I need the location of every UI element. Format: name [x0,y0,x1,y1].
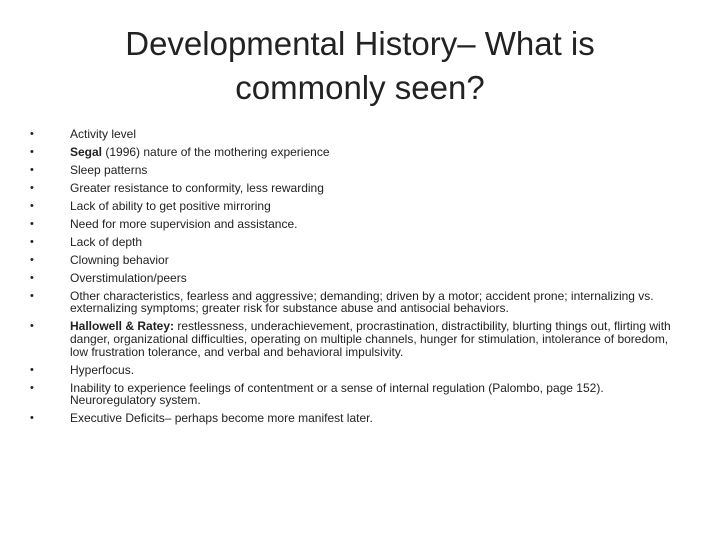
bullet-icon: • [30,199,34,212]
bullet-icon: • [30,381,34,394]
bullet-icon: • [30,217,34,230]
bullet-icon: • [30,253,34,266]
bullet-icon: • [30,163,34,176]
bullet-text: Sleep patterns [70,162,148,177]
list-item [30,320,680,358]
list-item [30,290,680,315]
list-item [30,128,680,141]
bullet-text: Clowning behavior [70,252,169,267]
bullet-text: Executive Deficits– perhaps become more manifest later. [70,411,373,426]
list-item [30,254,680,267]
list-item [30,412,680,425]
bullet-icon: • [30,128,34,140]
list-item [30,146,680,159]
list-item [30,218,680,231]
bullet-text: Lack of ability to get positive mirroring [70,198,271,213]
slide-title: Developmental History– What is commonly seen? [125,25,595,106]
bullet-icon: • [30,235,34,248]
bullet-icon: • [30,145,34,158]
bullet-emphasis: Segal [70,144,103,159]
bullet-text: Need for more supervision and assistance. [70,216,298,231]
bullet-text: Greater resistance to conformity, less rewarding [70,180,324,195]
list-item [30,272,680,285]
list-item [30,382,680,407]
bullet-text: (1996) nature of the mothering experience [102,144,330,159]
bullet-text: Lack of depth [70,234,143,249]
list-item [30,164,680,177]
list-item [30,182,680,195]
bullet-emphasis: Hallowell & Ratey: [70,319,175,334]
list-item [30,364,680,377]
bullet-icon: • [30,412,34,425]
bullet-text: Hyperfocus. [70,362,135,377]
bullet-icon: • [30,363,34,376]
bullet-text: Activity level [70,127,137,141]
bullet-text: Other characteristics, fearless and aggressive; demanding; driven by a motor; accident prone; internalizing vs. externalizing symptoms; greater risk for substance abuse and antisocial behaviors. [70,288,654,316]
bullet-list [30,128,680,430]
list-item [30,236,680,249]
list-item [30,200,680,213]
bullet-icon: • [30,271,34,284]
bullet-icon: • [30,181,34,194]
bullet-text: Inability to experience feelings of contentment or a sense of internal regulation (Palombo, page 152). Neuroregulatory system. [70,380,604,408]
bullet-icon: • [30,320,34,333]
bullet-text: restlessness, underachievement, procrastination, distractibility, blurting things out, flirting with danger, organizational difficulties, operating on multiple channels, hunger for stimulation, intolerance of boredom, low frustration tolerance, and verbal and behavioral impulsivity. [70,319,671,359]
bullet-text: Overstimulation/peers [70,270,187,285]
bullet-icon: • [30,289,34,302]
